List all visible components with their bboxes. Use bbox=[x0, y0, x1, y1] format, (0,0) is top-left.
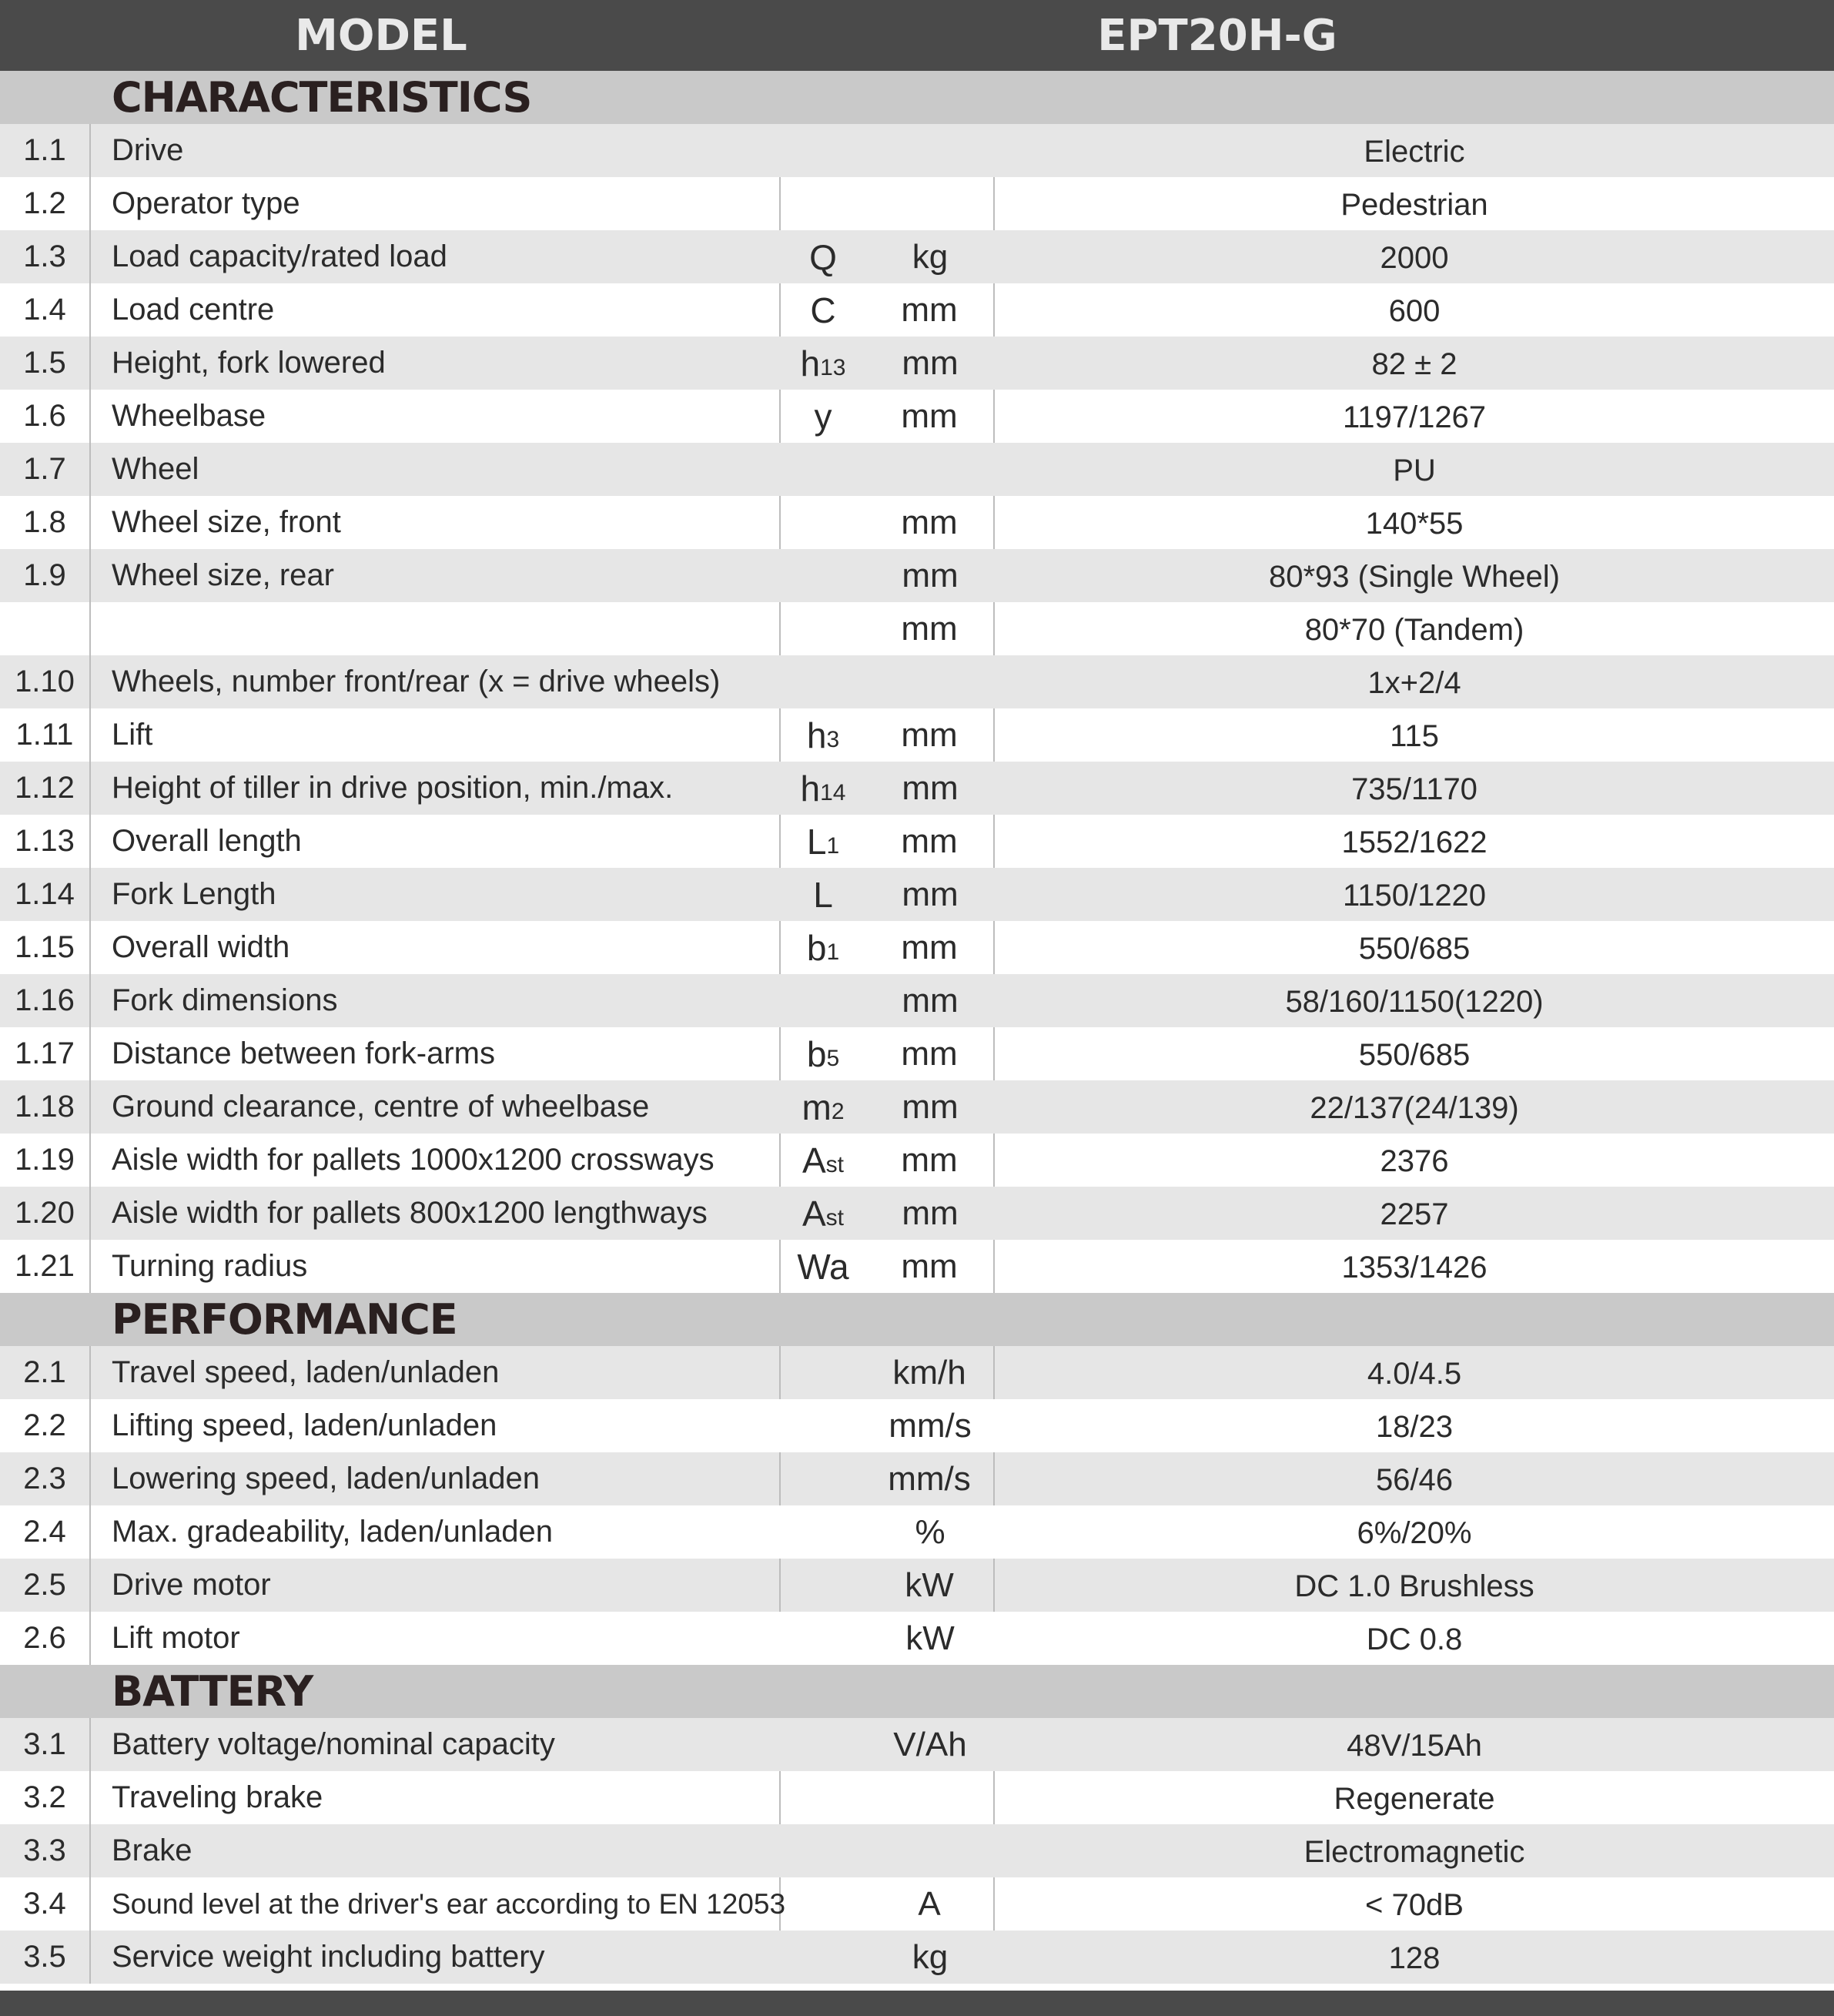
row-description: Fork Length bbox=[112, 877, 276, 911]
row-symbol bbox=[781, 496, 865, 549]
row-symbol bbox=[781, 283, 865, 337]
row-value: 4.0/4.5 bbox=[1367, 1357, 1462, 1391]
row-value: 48V/15Ah bbox=[1347, 1729, 1482, 1763]
row-number: 3.4 bbox=[0, 1877, 91, 1931]
row-value: DC 1.0 Brushless bbox=[1294, 1569, 1534, 1603]
row-description: Load capacity/rated load bbox=[112, 239, 447, 273]
row-unit: kW bbox=[905, 1619, 955, 1657]
table-row bbox=[0, 868, 1834, 921]
table-row bbox=[0, 1187, 1834, 1240]
row-value: Regenerate bbox=[1334, 1782, 1495, 1816]
table-row bbox=[0, 549, 1834, 602]
row-symbol bbox=[781, 1346, 865, 1399]
symbol-main: L bbox=[813, 874, 833, 915]
row-value: 6%/20% bbox=[1357, 1516, 1472, 1550]
row-symbol bbox=[781, 177, 865, 230]
row-description: Lift motor bbox=[112, 1621, 240, 1655]
row-description: Lift bbox=[91, 708, 781, 762]
row-unit: mm bbox=[865, 602, 995, 655]
row-number: 1.9 bbox=[0, 549, 91, 602]
model-label: MODEL bbox=[295, 10, 467, 61]
symbol-subscript: st bbox=[825, 1151, 845, 1177]
section-title: BATTERY bbox=[112, 1667, 313, 1716]
section-title: CHARACTERISTICS bbox=[112, 73, 532, 122]
row-description: Travel speed, laden/unladen bbox=[91, 1346, 781, 1399]
row-symbol bbox=[781, 602, 865, 655]
row-number: 3.3 bbox=[0, 1824, 91, 1877]
row-value: 2000 bbox=[1380, 241, 1449, 275]
row-symbol bbox=[781, 1718, 865, 1771]
row-description: Brake bbox=[112, 1833, 192, 1867]
row-value: 1150/1220 bbox=[1342, 879, 1487, 913]
symbol-subscript: 1 bbox=[826, 939, 840, 965]
table-header bbox=[0, 0, 1834, 71]
row-number: 1.21 bbox=[0, 1240, 91, 1293]
row-value: 1552/1622 bbox=[1341, 825, 1488, 859]
row-description: Battery voltage/nominal capacity bbox=[112, 1727, 555, 1761]
table-row bbox=[0, 708, 1834, 762]
table-row bbox=[0, 1877, 1834, 1931]
row-value: 2257 bbox=[1380, 1197, 1449, 1231]
row-symbol bbox=[781, 337, 865, 390]
row-value: 735/1170 bbox=[1351, 772, 1478, 806]
row-number: 2.2 bbox=[0, 1399, 91, 1452]
symbol-main: L bbox=[806, 821, 827, 862]
row-symbol bbox=[781, 549, 865, 602]
row-symbol bbox=[781, 1080, 865, 1134]
table-row bbox=[0, 1824, 1834, 1877]
row-description: Fork dimensions bbox=[112, 983, 338, 1017]
row-number: 1.5 bbox=[0, 337, 91, 390]
spec-sections bbox=[0, 71, 1834, 1984]
row-value: 1353/1426 bbox=[1341, 1251, 1488, 1284]
row-value: 128 bbox=[1388, 1941, 1441, 1975]
row-description: Aisle width for pallets 800x1200 lengthways bbox=[112, 1196, 708, 1230]
row-unit: mm bbox=[902, 875, 959, 913]
row-value: 82 ± 2 bbox=[1371, 347, 1457, 381]
row-number: 1.15 bbox=[0, 921, 91, 974]
row-unit bbox=[865, 124, 995, 177]
row-unit: mm bbox=[865, 708, 995, 762]
row-number: 2.5 bbox=[0, 1559, 91, 1612]
row-number: 1.1 bbox=[0, 124, 91, 177]
row-number: 1.4 bbox=[0, 283, 91, 337]
row-description: Wheel size, front bbox=[91, 496, 781, 549]
row-description: Service weight including battery bbox=[112, 1940, 545, 1974]
row-symbol bbox=[781, 974, 865, 1027]
row-value: 2376 bbox=[1380, 1144, 1449, 1178]
table-row bbox=[0, 1346, 1834, 1399]
row-description: Wheels, number front/rear (x = drive wheels) bbox=[112, 665, 721, 698]
table-row bbox=[0, 1027, 1834, 1080]
row-value: 58/160/1150(1220) bbox=[1285, 985, 1544, 1019]
row-number: 1.13 bbox=[0, 815, 91, 868]
row-description: Wheel bbox=[112, 452, 199, 486]
row-number: 2.1 bbox=[0, 1346, 91, 1399]
row-description bbox=[91, 602, 781, 655]
row-number: 1.17 bbox=[0, 1027, 91, 1080]
row-value: 1x+2/4 bbox=[1367, 666, 1461, 700]
row-symbol bbox=[781, 1931, 865, 1984]
table-row bbox=[0, 1931, 1834, 1984]
row-value: 80*93 (Single Wheel) bbox=[1269, 560, 1560, 594]
table-row bbox=[0, 1134, 1834, 1187]
row-unit: A bbox=[865, 1877, 995, 1931]
row-symbol bbox=[781, 921, 865, 974]
symbol-main: h bbox=[800, 768, 821, 809]
row-number: 1.2 bbox=[0, 177, 91, 230]
symbol-subscript: 14 bbox=[820, 779, 846, 805]
row-number: 2.4 bbox=[0, 1505, 91, 1559]
row-value: 22/137(24/139) bbox=[1310, 1091, 1519, 1125]
row-unit: mm bbox=[902, 556, 959, 594]
symbol-main: C bbox=[810, 290, 836, 330]
row-number: 3.2 bbox=[0, 1771, 91, 1824]
table-row bbox=[0, 1505, 1834, 1559]
table-row bbox=[0, 283, 1834, 337]
row-symbol bbox=[781, 1612, 865, 1665]
row-description: Load centre bbox=[91, 283, 781, 337]
row-unit: % bbox=[915, 1512, 945, 1551]
table-row bbox=[0, 390, 1834, 443]
row-unit: mm bbox=[865, 1240, 995, 1293]
row-unit: kg bbox=[912, 1937, 949, 1976]
row-value: 18/23 bbox=[1375, 1410, 1454, 1444]
row-description: Lifting speed, laden/unladen bbox=[112, 1408, 497, 1442]
row-unit: mm bbox=[865, 496, 995, 549]
symbol-main: h bbox=[800, 343, 821, 383]
row-value: 56/46 bbox=[1375, 1463, 1454, 1497]
table-row bbox=[0, 496, 1834, 549]
table-row bbox=[0, 1559, 1834, 1612]
row-unit: kW bbox=[865, 1559, 995, 1612]
symbol-main: A bbox=[802, 1193, 826, 1234]
row-unit: mm bbox=[865, 815, 995, 868]
row-number: 3.5 bbox=[0, 1931, 91, 1984]
section-header bbox=[0, 71, 1834, 124]
symbol-main: b bbox=[806, 927, 827, 968]
row-description: Turning radius bbox=[91, 1240, 781, 1293]
row-number: 1.6 bbox=[0, 390, 91, 443]
row-value: Pedestrian bbox=[1340, 188, 1488, 222]
row-symbol bbox=[781, 124, 865, 177]
table-row bbox=[0, 974, 1834, 1027]
row-number: 1.18 bbox=[0, 1080, 91, 1134]
row-description: Aisle width for pallets 1000x1200 crossways bbox=[91, 1134, 781, 1187]
row-symbol bbox=[781, 390, 865, 443]
row-symbol bbox=[781, 1559, 865, 1612]
row-unit: mm/s bbox=[889, 1406, 972, 1445]
row-unit: mm bbox=[865, 1027, 995, 1080]
row-description: Overall length bbox=[91, 815, 781, 868]
row-value: 1197/1267 bbox=[1342, 400, 1487, 434]
row-symbol bbox=[781, 1452, 865, 1505]
symbol-main: Q bbox=[809, 236, 837, 277]
row-number: 1.20 bbox=[0, 1187, 91, 1240]
row-symbol bbox=[781, 868, 865, 921]
table-row bbox=[0, 655, 1834, 708]
table-row bbox=[0, 337, 1834, 390]
symbol-subscript: 13 bbox=[820, 354, 846, 380]
row-value: PU bbox=[1393, 454, 1436, 487]
row-value: 550/685 bbox=[1358, 1038, 1471, 1072]
row-value: 115 bbox=[1390, 719, 1439, 753]
table-row bbox=[0, 443, 1834, 496]
row-number: 1.16 bbox=[0, 974, 91, 1027]
row-description: Drive motor bbox=[91, 1559, 781, 1612]
row-number: 1.11 bbox=[0, 708, 91, 762]
row-symbol bbox=[781, 815, 865, 868]
row-description: Ground clearance, centre of wheelbase bbox=[112, 1090, 650, 1124]
row-unit: mm bbox=[902, 769, 959, 807]
row-description: Traveling brake bbox=[91, 1771, 781, 1824]
row-unit bbox=[865, 177, 995, 230]
row-symbol bbox=[781, 443, 865, 496]
row-description: Wheel size, rear bbox=[112, 558, 334, 592]
row-value: DC 0.8 bbox=[1366, 1623, 1463, 1656]
symbol-subscript: 1 bbox=[826, 832, 840, 859]
symbol-main: h bbox=[806, 715, 827, 755]
row-value: 550/685 bbox=[1358, 932, 1471, 966]
table-row bbox=[0, 1240, 1834, 1293]
section-title: PERFORMANCE bbox=[112, 1295, 457, 1344]
table-row bbox=[0, 177, 1834, 230]
row-unit: mm bbox=[902, 343, 959, 382]
row-symbol bbox=[781, 1399, 865, 1452]
table-row bbox=[0, 921, 1834, 974]
row-unit: km/h bbox=[865, 1346, 995, 1399]
table-row bbox=[0, 815, 1834, 868]
row-unit: mm bbox=[865, 1134, 995, 1187]
row-value: 600 bbox=[1388, 294, 1441, 328]
row-symbol bbox=[781, 1187, 865, 1240]
row-number: 1.19 bbox=[0, 1134, 91, 1187]
symbol-subscript: 5 bbox=[826, 1045, 840, 1071]
table-row bbox=[0, 1452, 1834, 1505]
symbol-subscript: st bbox=[825, 1204, 845, 1231]
row-description: Drive bbox=[112, 133, 184, 167]
table-row bbox=[0, 1080, 1834, 1134]
row-number bbox=[0, 602, 91, 655]
row-number: 1.14 bbox=[0, 868, 91, 921]
row-description: Lowering speed, laden/unladen bbox=[91, 1452, 781, 1505]
table-row bbox=[0, 1771, 1834, 1824]
table-row bbox=[0, 762, 1834, 815]
row-symbol bbox=[781, 230, 865, 283]
row-number: 2.3 bbox=[0, 1452, 91, 1505]
symbol-main: A bbox=[802, 1140, 826, 1180]
row-description: Distance between fork-arms bbox=[91, 1027, 781, 1080]
row-number: 3.1 bbox=[0, 1718, 91, 1771]
table-row bbox=[0, 230, 1834, 283]
row-number: 1.12 bbox=[0, 762, 91, 815]
row-value: < 70dB bbox=[1365, 1888, 1464, 1922]
symbol-main: b bbox=[806, 1033, 827, 1074]
footer-bar bbox=[0, 1991, 1834, 2016]
table-row bbox=[0, 1718, 1834, 1771]
symbol-main: Wa bbox=[797, 1246, 849, 1287]
row-unit bbox=[865, 655, 995, 708]
row-number: 1.3 bbox=[0, 230, 91, 283]
row-unit: kg bbox=[912, 237, 949, 276]
section-header bbox=[0, 1665, 1834, 1718]
row-symbol bbox=[781, 1240, 865, 1293]
row-description: Overall width bbox=[91, 921, 781, 974]
row-value: 140*55 bbox=[1365, 507, 1464, 541]
row-description: Operator type bbox=[91, 177, 781, 230]
row-unit bbox=[865, 443, 995, 496]
row-unit bbox=[865, 1824, 995, 1877]
row-unit: mm bbox=[865, 283, 995, 337]
table-row bbox=[0, 1399, 1834, 1452]
row-description: Height of tiller in drive position, min./max. bbox=[112, 771, 674, 805]
row-symbol bbox=[781, 1027, 865, 1080]
row-symbol bbox=[781, 1505, 865, 1559]
table-row bbox=[0, 602, 1834, 655]
row-symbol bbox=[781, 1134, 865, 1187]
row-symbol bbox=[781, 1877, 865, 1931]
row-number: 2.6 bbox=[0, 1612, 91, 1665]
model-value: EPT20H-G bbox=[1097, 10, 1337, 61]
symbol-subscript: 3 bbox=[826, 726, 840, 752]
row-symbol bbox=[781, 708, 865, 762]
row-symbol bbox=[781, 1771, 865, 1824]
row-symbol bbox=[781, 1824, 865, 1877]
symbol-subscript: 2 bbox=[831, 1098, 845, 1124]
row-description: Wheelbase bbox=[91, 390, 781, 443]
row-unit: mm bbox=[902, 1087, 959, 1126]
row-unit: mm bbox=[865, 921, 995, 974]
row-number: 1.7 bbox=[0, 443, 91, 496]
row-unit: mm bbox=[865, 390, 995, 443]
row-unit: mm/s bbox=[865, 1452, 995, 1505]
row-unit: mm bbox=[902, 1194, 959, 1232]
section-header bbox=[0, 1293, 1834, 1346]
row-value: Electric bbox=[1364, 135, 1465, 169]
row-unit: V/Ah bbox=[893, 1725, 967, 1763]
row-value: 80*70 (Tandem) bbox=[1304, 613, 1524, 647]
row-description: Height, fork lowered bbox=[112, 346, 386, 380]
table-row bbox=[0, 1612, 1834, 1665]
row-number: 1.8 bbox=[0, 496, 91, 549]
row-symbol bbox=[781, 762, 865, 815]
row-value: Electromagnetic bbox=[1304, 1835, 1525, 1869]
row-symbol bbox=[781, 655, 865, 708]
row-number: 1.10 bbox=[0, 655, 91, 708]
row-description: Sound level at the driver's ear according to EN 12053 bbox=[91, 1877, 781, 1931]
row-unit: mm bbox=[902, 981, 959, 1020]
symbol-main: m bbox=[802, 1087, 832, 1127]
row-description: Max. gradeability, laden/unladen bbox=[112, 1515, 553, 1549]
row-unit bbox=[865, 1771, 995, 1824]
table-row bbox=[0, 124, 1834, 177]
symbol-main: y bbox=[814, 396, 832, 437]
